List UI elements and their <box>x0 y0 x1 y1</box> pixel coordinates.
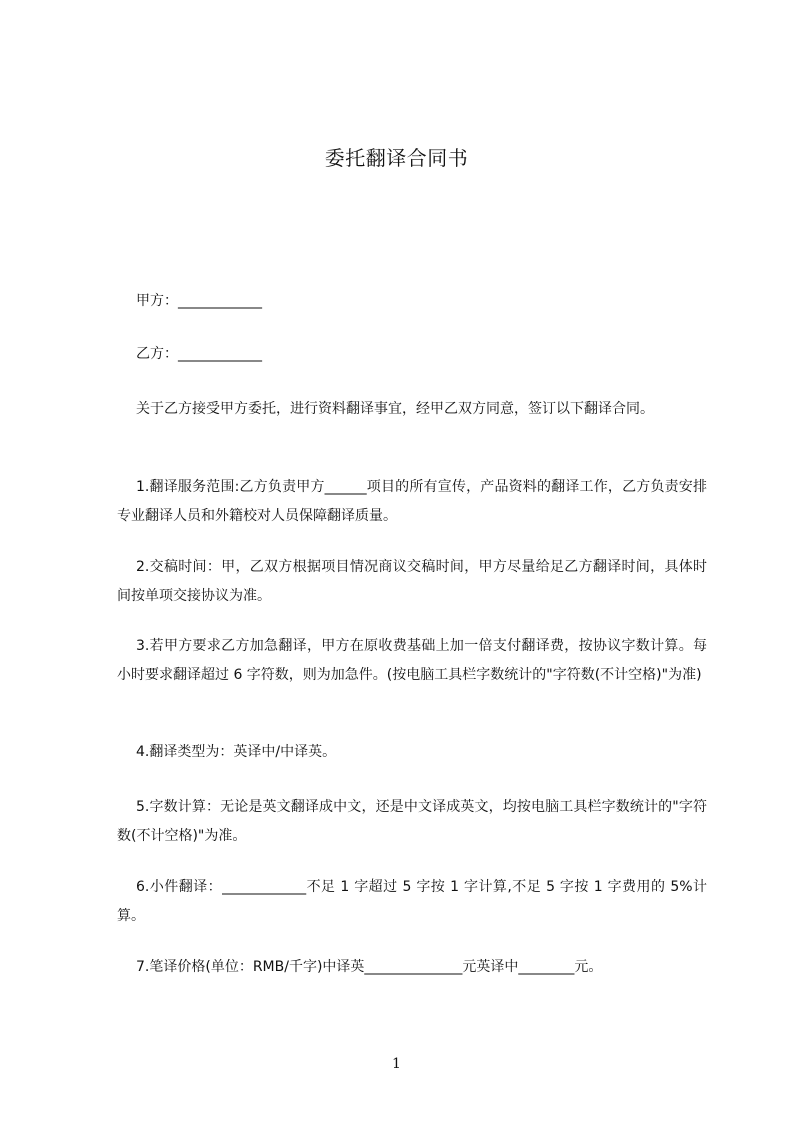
page-number: 1 <box>392 1056 401 1072</box>
clause-4: 4.翻译类型为：英译中/中译英。 <box>136 744 337 760</box>
clause-3: 3.若甲方要求乙方加急翻译，甲方在原收费基础上加一倍支付翻译费，按协议字数计算。每小时要求翻译超过 6 字符数，则为加急件。(按电脑工具栏字数统计的"字符数(不计空格)"为准) <box>117 638 707 683</box>
document-title: 委托翻译合同书 <box>324 146 469 170</box>
intro-paragraph: 关于乙方接受甲方委托，进行资料翻译事宜，经甲乙双方同意，签订以下翻译合同。 <box>136 401 654 417</box>
clause-7: 7.笔译价格(单位：RMB/千字)中译英______________元英译中________元。 <box>136 959 603 975</box>
party-b-line: 乙方：____________ <box>136 346 262 362</box>
party-a-line: 甲方：____________ <box>136 293 262 309</box>
clause-6: 6.小件翻译：____________不足 1 字超过 5 字按 1 字计算,不足 5 字按 1 字费用的 5%计算。 <box>117 879 707 924</box>
clause-2: 2.交稿时间：甲，乙双方根据项目情况商议交稿时间，甲方尽量给足乙方翻译时间，具体时间按单项交接协议为准。 <box>117 559 707 604</box>
clause-1: 1.翻译服务范围:乙方负责甲方______项目的所有宣传，产品资料的翻译工作，乙方负责安排专业翻译人员和外籍校对人员保障翻译质量。 <box>117 479 707 524</box>
clause-5: 5.字数计算：无论是英文翻译成中文，还是中文译成英文，均按电脑工具栏字数统计的"字符数(不计空格)"为准。 <box>117 799 707 844</box>
